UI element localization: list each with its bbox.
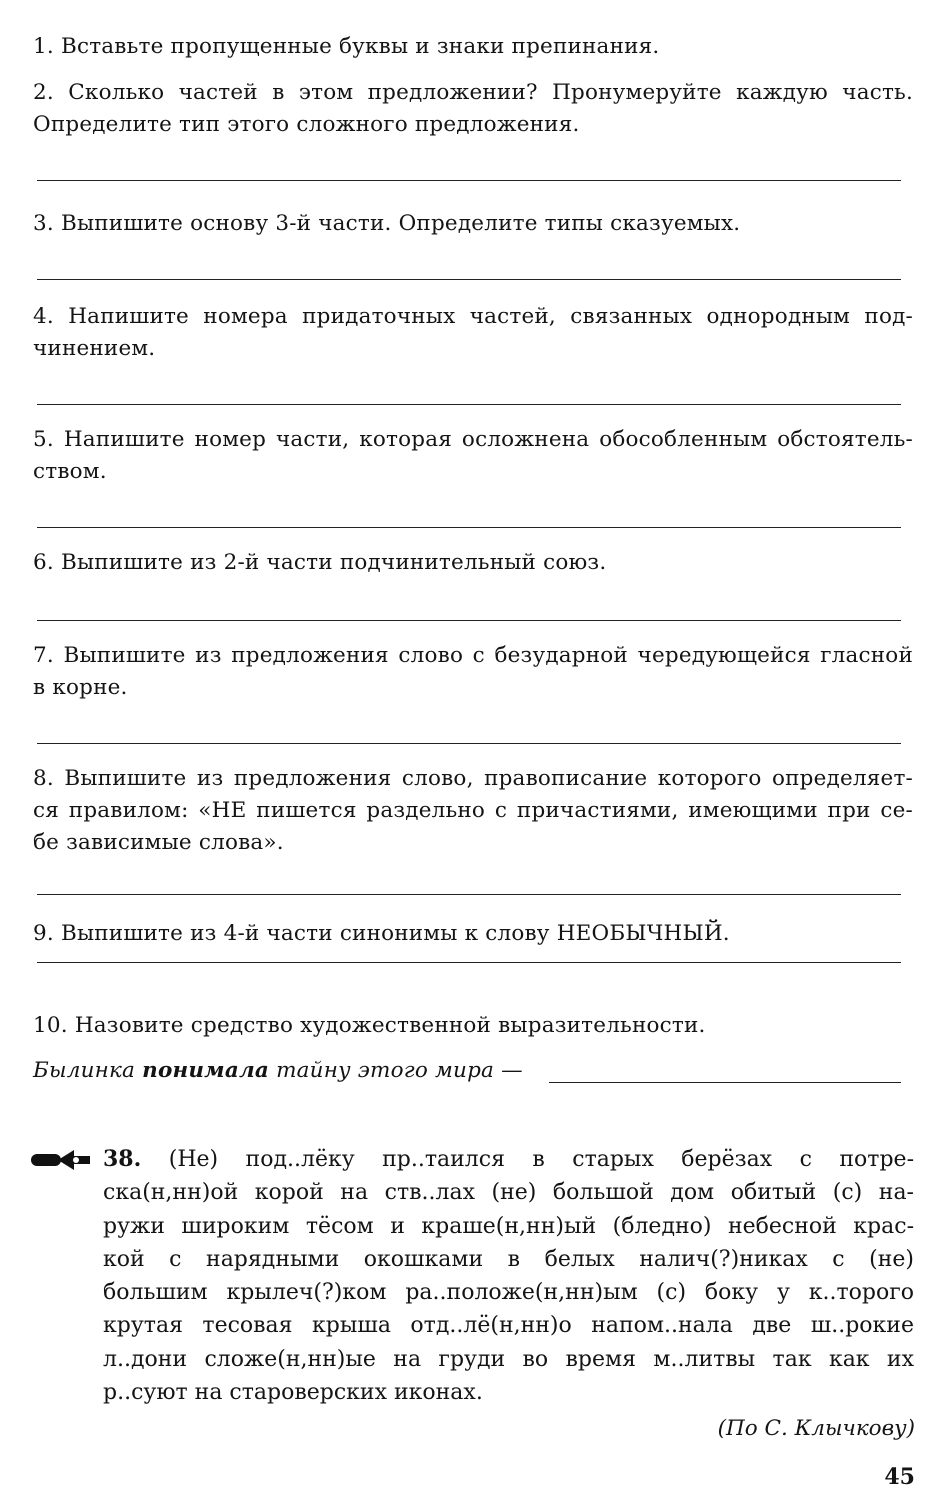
question-9: 9. Выпишите из 4-й части синонимы к слову НЕОБЫЧНЫЙ. xyxy=(33,921,730,946)
phrase-part-c: тайну этого мира — xyxy=(269,1058,523,1083)
answer-line-3[interactable] xyxy=(37,279,901,280)
question-8-line-2: ся правилом: «НЕ пишется раздельно с причастиями, имеющими при се- xyxy=(33,798,913,823)
question-4-line-1: 4. Напишите номера придаточных частей, связанных однородным под- xyxy=(33,304,913,329)
question-5-line-1: 5. Напишите номер части, которая осложнена обособленным обстоятель- xyxy=(33,427,913,452)
answer-line-4[interactable] xyxy=(37,404,901,405)
question-4-line-2: чинением. xyxy=(33,336,156,361)
answer-line-10[interactable] xyxy=(549,1082,901,1083)
question-8-line-3: бе зависимые слова». xyxy=(33,830,284,855)
question-3: 3. Выпишите основу 3-й части. Определите типы сказуемых. xyxy=(33,211,741,236)
phrase-part-a: Былинка xyxy=(33,1058,143,1083)
question-7-line-1: 7. Выпишите из предложения слово с безударной чередующейся гласной xyxy=(33,643,913,668)
exercise-line: ска(н,нн)ой корой на ств..лах (не) большой дом обитый (с) на- xyxy=(103,1180,914,1206)
exercise-line: кой с нарядными окошками в белых налич(?)никах с (не) xyxy=(103,1246,914,1272)
question-10: 10. Назовите средство художественной выразительности. xyxy=(33,1013,706,1038)
exercise-line: ружи широким тёсом и краше(н,нн)ый (бледно) небесной крас- xyxy=(103,1213,914,1239)
exercise-line: 38. (Не) под..лёку пр..таился в старых берёзах с потре- xyxy=(103,1146,914,1172)
answer-line-5[interactable] xyxy=(37,527,901,528)
question-8-line-1: 8. Выпишите из предложения слово, правописание которого определяет- xyxy=(33,766,913,791)
exercise-line: большим крылеч(?)ком ра..положе(н,нн)ым (с) боку у к..торого xyxy=(103,1280,914,1306)
answer-line-8[interactable] xyxy=(37,894,901,895)
page-number: 45 xyxy=(884,1464,915,1490)
answer-line-6[interactable] xyxy=(37,620,901,621)
question-6: 6. Выпишите из 2-й части подчинительный союз. xyxy=(33,550,607,575)
answer-line-7[interactable] xyxy=(37,743,901,744)
exercise-number: 38. xyxy=(103,1146,142,1172)
question-1: 1. Вставьте пропущенные буквы и знаки препинания. xyxy=(33,34,660,59)
exercise-line: л..дони сложе(н,нн)ые на груди во время м..литвы так как их xyxy=(103,1346,914,1372)
answer-line-9[interactable] xyxy=(37,962,901,963)
exercise-line: крутая тесовая крыша отд..лё(н,нн)о напом..нала две ш..рокие xyxy=(103,1313,914,1339)
question-5-line-2: ством. xyxy=(33,459,107,484)
exercise-text xyxy=(103,1143,914,1409)
exercise-line: р..суют на староверских иконах. xyxy=(103,1380,483,1406)
question-7-line-2: в корне. xyxy=(33,675,128,700)
phrase-emphasis: понимала xyxy=(142,1058,270,1083)
question-2-line-2: Определите тип этого сложного предложения. xyxy=(33,112,580,137)
answer-line-2[interactable] xyxy=(37,180,901,181)
exercise-marker-icon xyxy=(30,1147,94,1173)
question-2-line-1: 2. Сколько частей в этом предложении? Пронумеруйте каждую часть. xyxy=(33,80,913,105)
source-attribution: (По С. Клычкову) xyxy=(717,1416,915,1441)
